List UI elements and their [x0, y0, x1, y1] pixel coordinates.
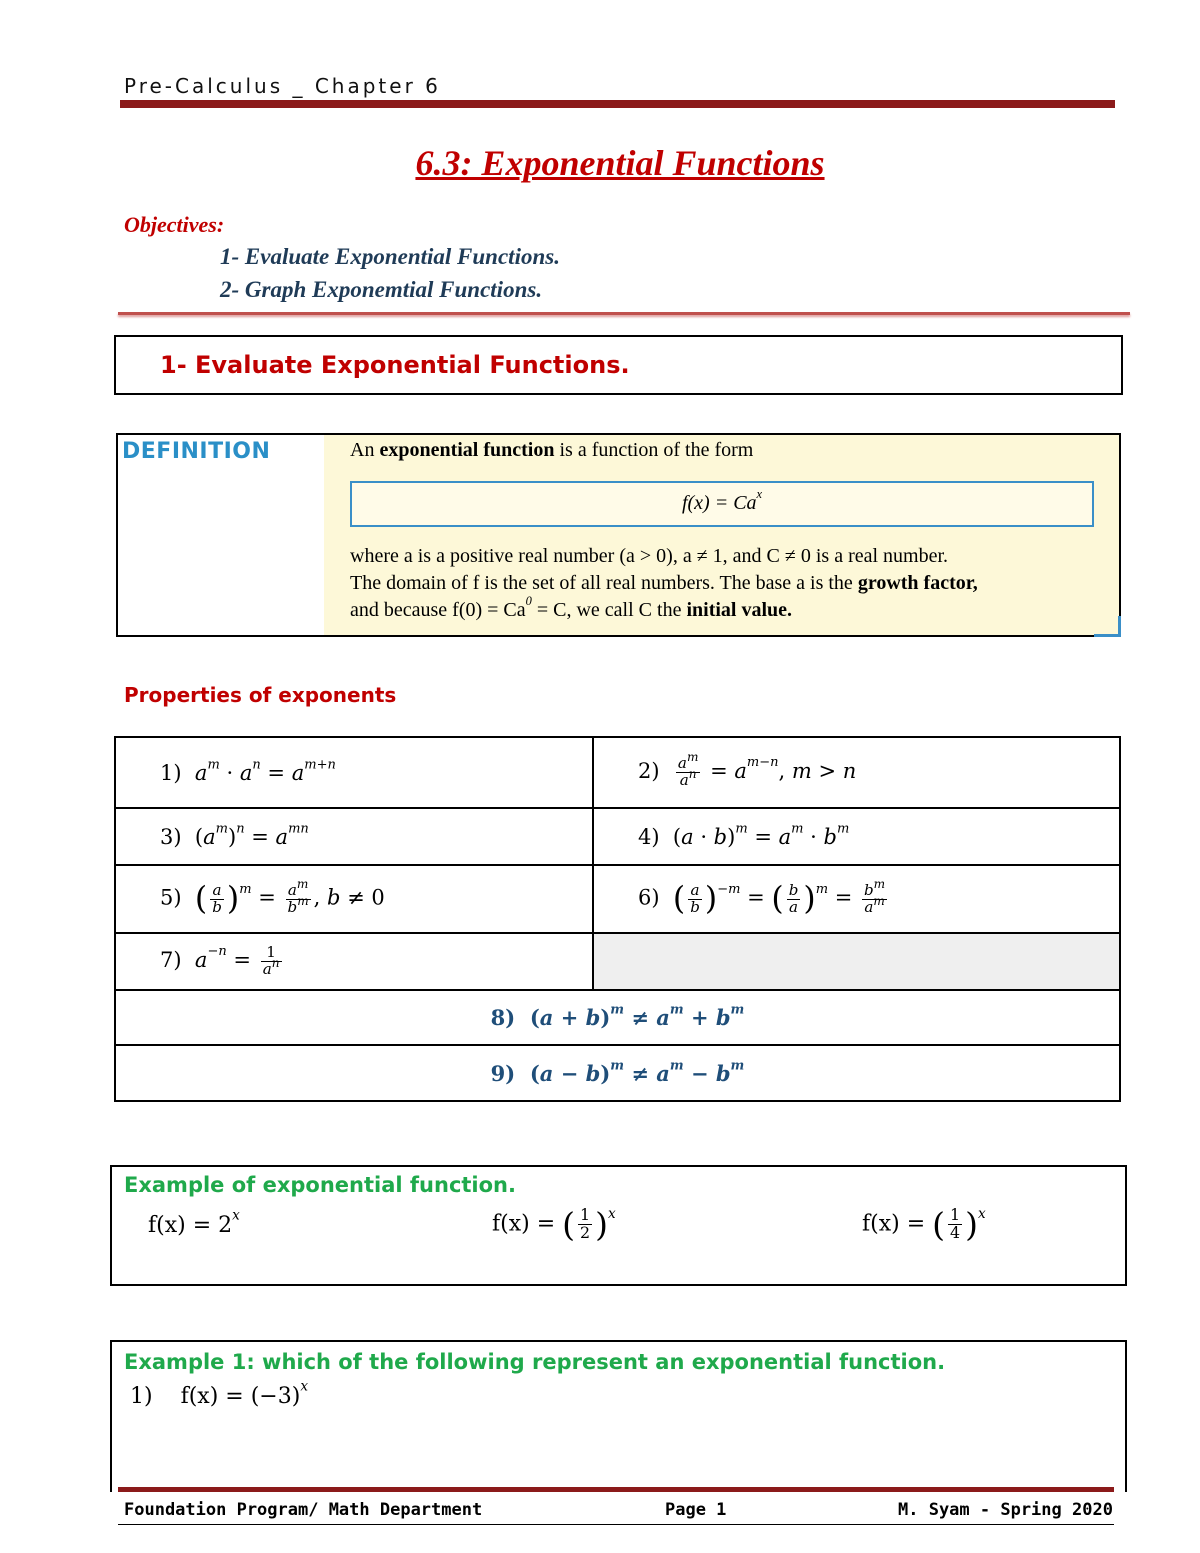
property-cell: 5) ( $\frac{a}{b}$ )$^m$ = $\frac{a^m}{b^m}$ , b ≠ 0: [115, 865, 593, 933]
definition-line: where a is a positive real number (a > 0), a ≠ 1, and C ≠ 0 is a real number.: [350, 545, 949, 567]
property-cell: 3) $(a^m)^n = a^{mn}$: [115, 808, 593, 865]
property-cell: 6) ( $\frac{a}{b}$ )$^{-m}$ = ( $\frac{b}{a}$ )$^m$ = $\frac{b^m}{a^m}$: [593, 865, 1120, 933]
definition-line: and because $f(0) = Ca^0 = C$, we call C the initial value.: [350, 593, 793, 621]
example1-box: [110, 1340, 1127, 1492]
example1-item: 1) $f(x) = (-3)^x$: [130, 1378, 308, 1409]
property-cell: 8) $(a + b)^m \ne a^m + b^m$: [115, 990, 1120, 1045]
example-function: f(x) = ( $\frac{1}{2}$ )$^x$: [492, 1205, 616, 1244]
footer-rule: [118, 1487, 1114, 1492]
footer-department: Foundation Program/ Math Department: [124, 1500, 483, 1520]
definition-formula-box: [350, 481, 1094, 527]
header-rule: [120, 100, 1115, 108]
property-cell: 7) $a^{-n}$ = $\frac{1}{a^n}$: [115, 933, 593, 990]
footer-author: M. Syam - Spring 2020: [898, 1500, 1113, 1520]
property-cell: 1) $a^m \cdot a^n = a^{m+n}$: [115, 737, 593, 808]
corner-mark: [1094, 616, 1121, 637]
definition-line: An exponential function is a function of the form: [350, 439, 754, 461]
definition-line: The domain of f is the set of all real numbers. The base a is the growth factor,: [350, 572, 978, 594]
properties-label: Properties of exponents: [124, 683, 397, 707]
example1-title: Example 1: which of the following represent an exponential function.: [124, 1350, 946, 1374]
definition-box: [116, 433, 1121, 637]
section-heading-box: [114, 335, 1123, 395]
example-function: f(x) = ( $\frac{1}{4}$ )$^x$: [862, 1205, 986, 1244]
header-course: Pre-Calculus _ Chapter 6: [124, 74, 441, 98]
objective-item: 1- Evaluate Exponential Functions.: [220, 244, 560, 269]
definition-formula: $f(x) = Ca^x$: [681, 486, 763, 514]
empty-cell: [593, 933, 1120, 990]
footer-page-number: Page 1: [665, 1500, 727, 1520]
examples-title: Example of exponential function.: [124, 1173, 516, 1197]
examples-box: [110, 1165, 1127, 1286]
example-function: $f(x) = 2^x$: [148, 1207, 240, 1238]
objectives-label: Objectives:: [124, 212, 225, 237]
definition-label: DEFINITION: [122, 439, 271, 464]
footer-underline: [118, 1524, 1114, 1525]
property-cell: 9) $(a - b)^m \ne a^m - b^m$: [115, 1045, 1120, 1101]
objective-item: 2- Graph Exponemtial Functions.: [220, 277, 543, 302]
section-title: 1- Evaluate Exponential Functions.: [160, 351, 630, 379]
objectives-divider: [118, 312, 1130, 315]
page-title: 6.3: Exponential Functions: [415, 143, 825, 183]
property-cell: 2) $\frac{a^m}{a^n}$ = $a^{m-n}$, m > n: [593, 737, 1120, 808]
properties-table: [114, 736, 1121, 1102]
definition-panel: [324, 435, 1119, 635]
property-cell: 4) $(a \cdot b)^m = a^m \cdot b^m$: [593, 808, 1120, 865]
